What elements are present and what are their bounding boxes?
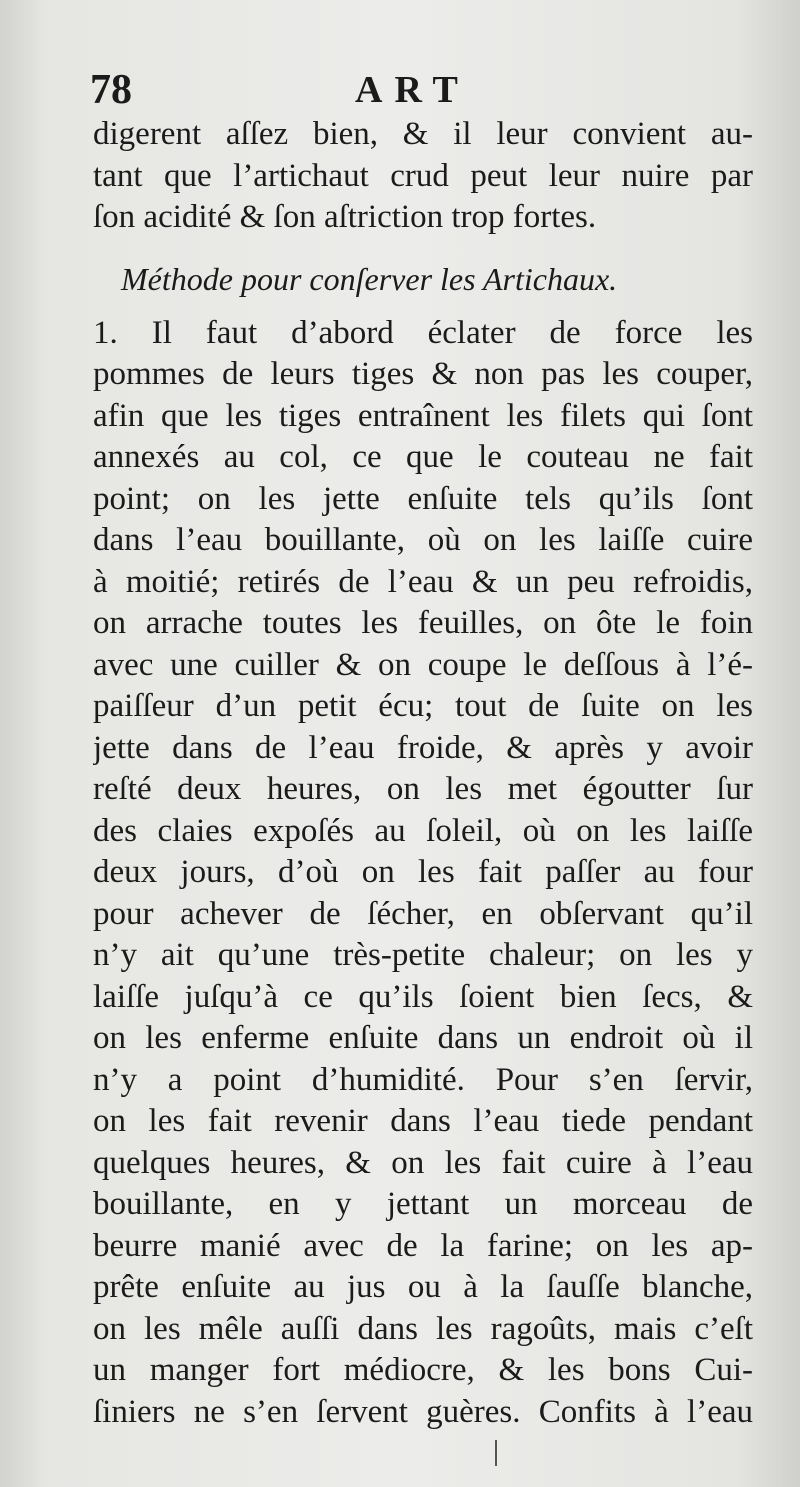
text-line: laiſſe juſqu’à ce qu’ils ſoient bien ſecs, & (93, 978, 753, 1015)
text-line: n’y ait qu’une très-petite chaleur; on les y (93, 937, 753, 973)
text-line: ſon acidité & ſon aſtriction trop fortes. (93, 199, 597, 235)
section-heading: Méthode pour conſerver les Artichaux. (121, 260, 618, 297)
text-line: tant que l’artichaut crud peut leur nuire par (93, 157, 753, 194)
text-line: digerent aſſez bien, & il leur convient au- (93, 116, 753, 152)
text-line: prête enſuite au jus ou à la ſauſſe blanche, (93, 1269, 753, 1305)
text-line: on arrache toutes les feuilles, on ôte le foin (93, 605, 753, 641)
page-header (90, 66, 750, 114)
text-line: pommes de leurs tiges & non pas les couper, (93, 356, 753, 392)
text-line: deux jours, d’où on les fait paſſer au four (93, 854, 753, 890)
text-line: annexés au col, ce que le couteau ne fait (93, 439, 753, 475)
text-line: un manger fort médiocre, & les bons Cui- (93, 1352, 753, 1388)
text-line: pour achever de ſécher, en obſervant qu’il (93, 895, 753, 932)
print-mark (495, 1440, 497, 1466)
text-line: quelques heures, & on les fait cuire à l’eau (93, 1144, 753, 1181)
text-line: à moitié; retirés de l’eau & un peu refroidis, (93, 563, 753, 600)
method-paragraph (93, 313, 753, 1434)
body-text (93, 114, 753, 1433)
page-number: 78 (90, 67, 132, 113)
text-line: avec une cuiller & on coupe le deſſous à l’é- (93, 646, 753, 683)
continuation-paragraph (93, 114, 753, 239)
text-line: jette dans de l’eau froide, & après y avoir (93, 729, 753, 766)
text-line: on les enferme enſuite dans un endroit où il (93, 1020, 753, 1056)
text-line: paiſſeur d’un petit écu; tout de ſuite on les (93, 688, 753, 724)
text-line: on les mêle auſſi dans les ragoûts, mais c’eſt (93, 1310, 753, 1347)
text-line: n’y a point d’humidité. Pour s’en ſervir, (93, 1061, 753, 1098)
text-line: bouillante, en y jettant un morceau de (93, 1186, 753, 1222)
text-line: dans l’eau bouillante, où on les laiſſe cuire (93, 522, 753, 558)
text-line: reſté deux heures, on les met égoutter ſur (93, 771, 753, 807)
text-line: 1. Il faut d’abord éclater de force les (93, 314, 753, 351)
running-head: ART (355, 69, 470, 111)
text-line: on les fait revenir dans l’eau tiede pendant (93, 1103, 753, 1139)
text-line: point; on les jette enſuite tels qu’ils ſont (93, 480, 753, 517)
text-line: beurre manié avec de la farine; on les ap- (93, 1227, 753, 1264)
text-line: afin que les tiges entraînent les filets qui ſont (93, 397, 753, 434)
text-line: des claies expoſés au ſoleil, où on les laiſſe (93, 812, 753, 849)
text-line: ſiniers ne s’en ſervent guères. Confits à l’eau (93, 1393, 753, 1430)
